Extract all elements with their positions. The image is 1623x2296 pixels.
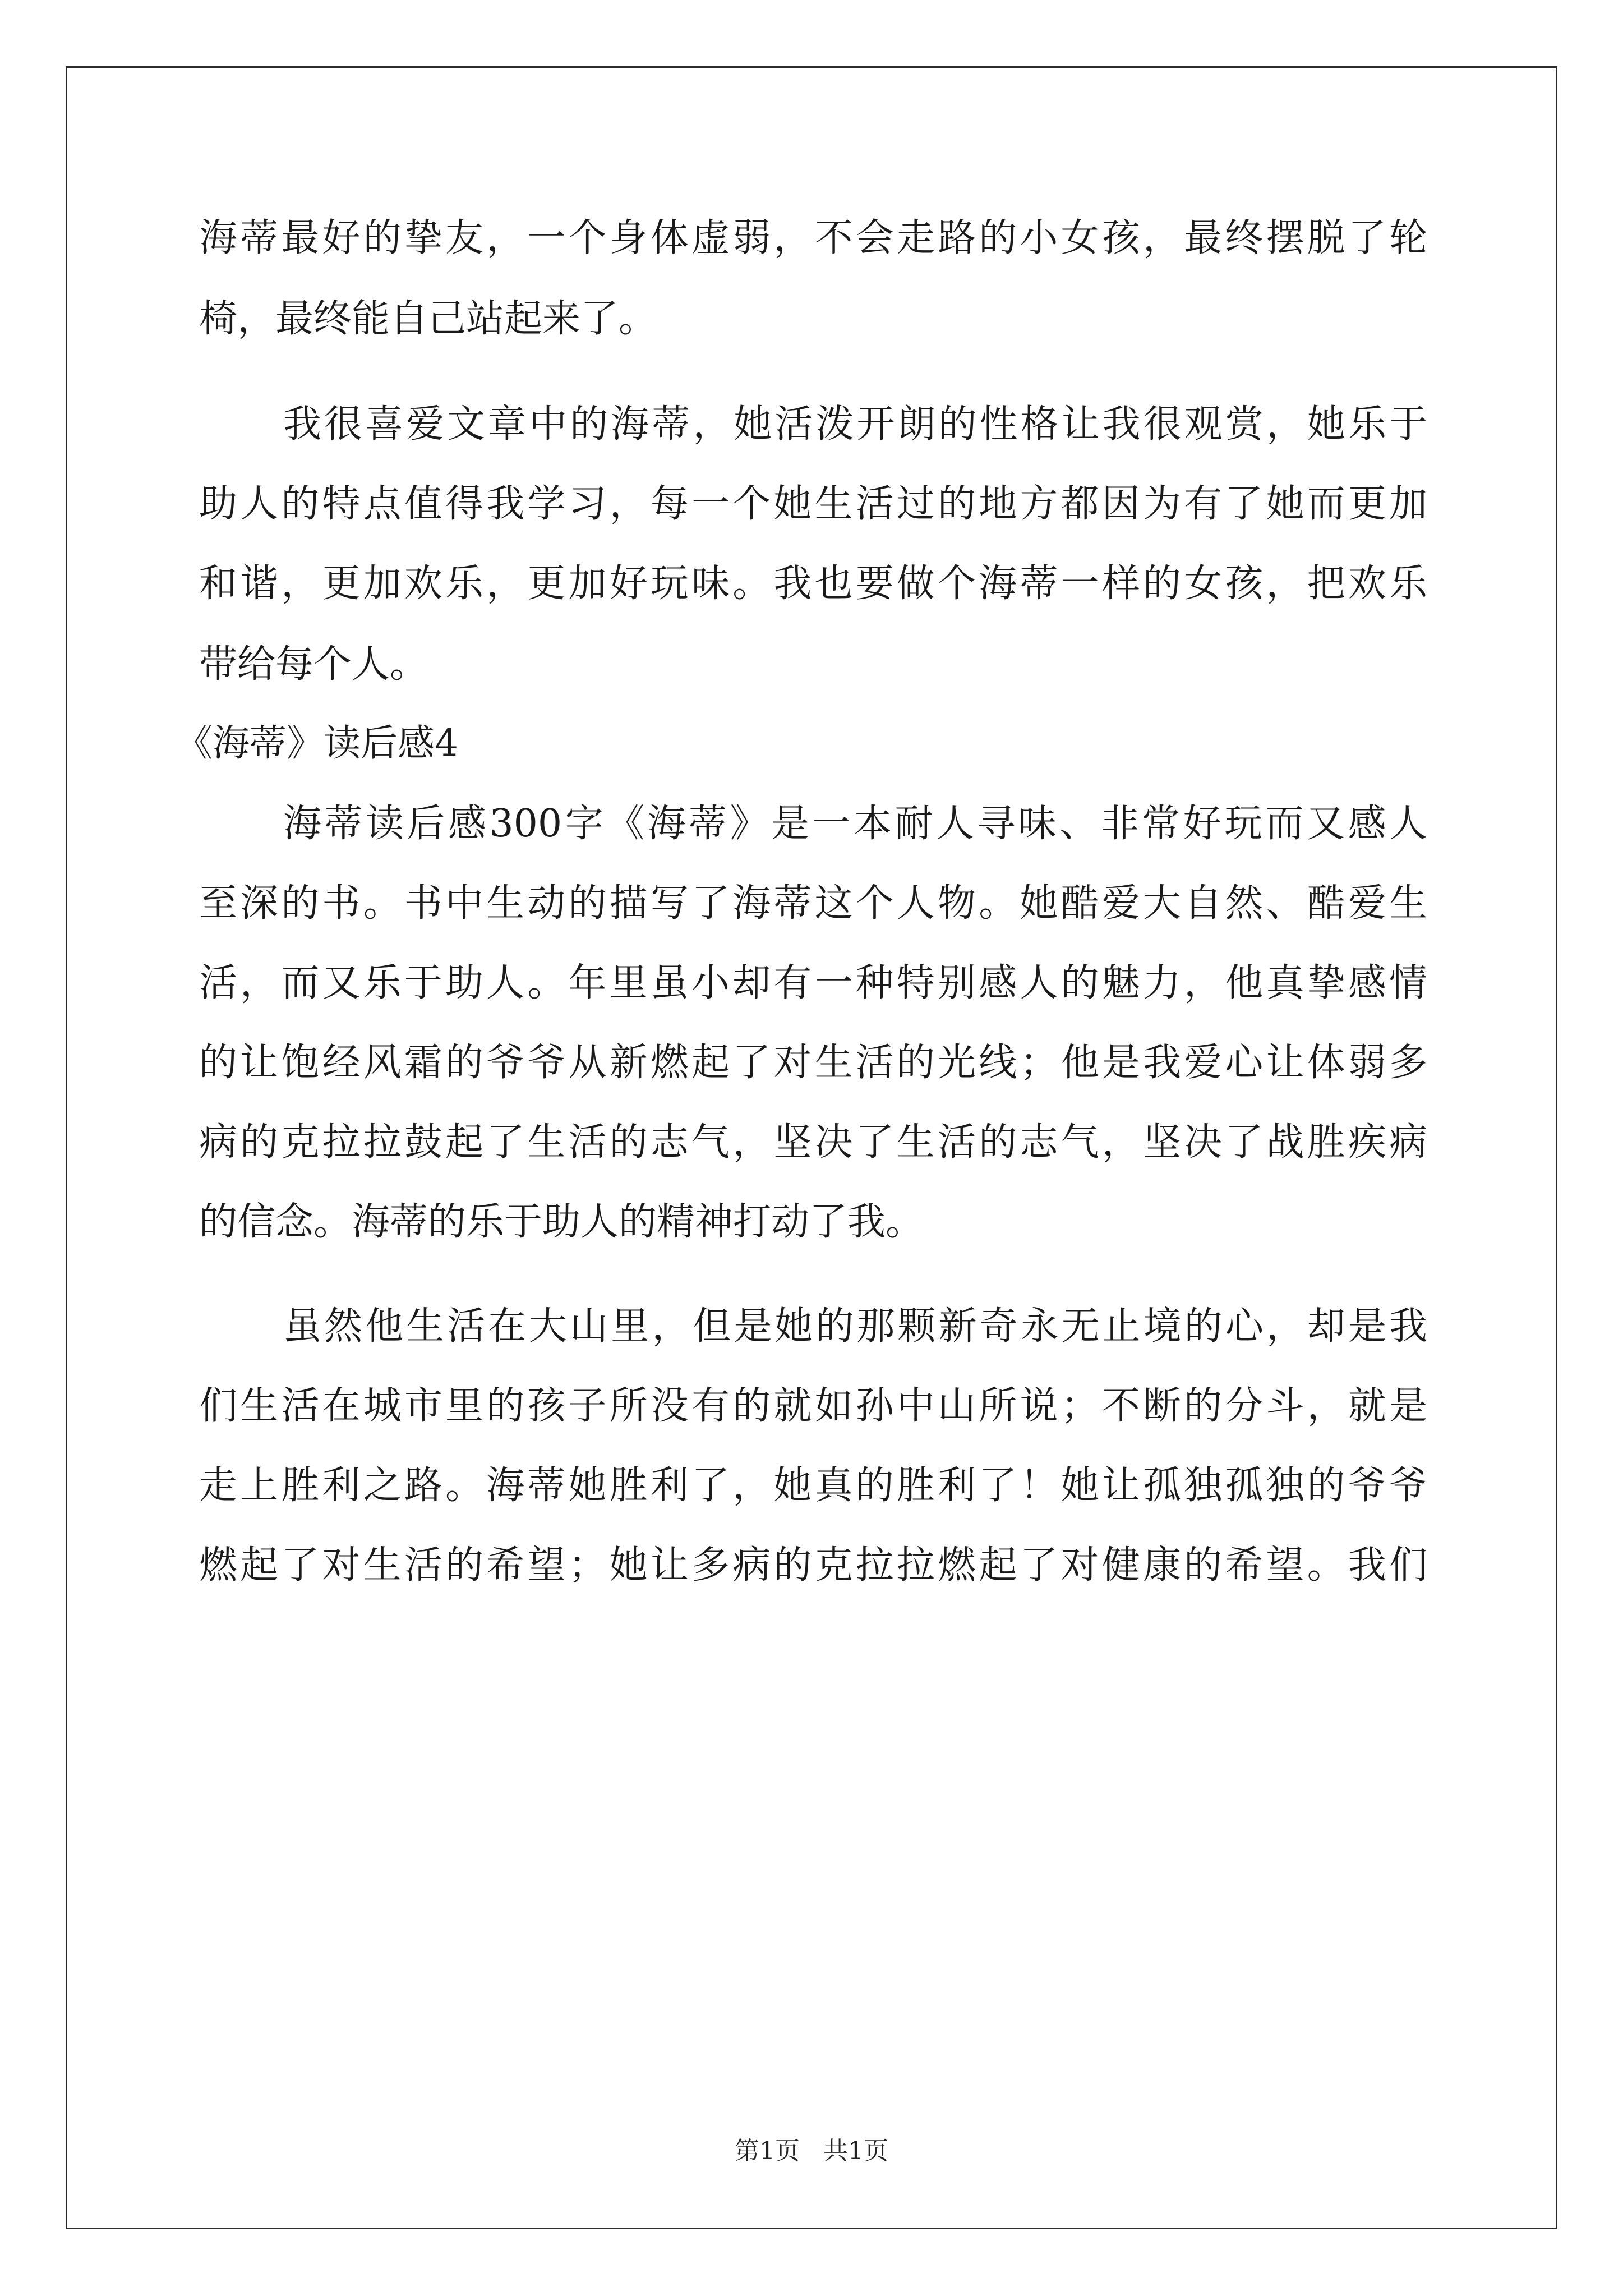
paragraph-line: 的让饱经风霜的爷爷从新燃起了对生活的光线；他是我爱心让体弱多 — [199, 1041, 1427, 1085]
paragraph-line: 燃起了对生活的希望；她让多病的克拉拉燃起了对健康的希望。我们 — [199, 1543, 1427, 1588]
paragraph-line: 活，而又乐于助人。年里虽小却有一种特别感人的魅力，他真挚感情 — [199, 961, 1427, 1005]
paragraph-line: 助人的特点值得我学习，每一个她生活过的地方都因为有了她而更加 — [199, 482, 1427, 526]
paragraph-line: 们生活在城市里的孩子所没有的就如孙中山所说；不断的分斗，就是 — [199, 1384, 1427, 1428]
paragraph-line: 椅，最终能自己站起来了。 — [199, 297, 657, 341]
paragraph-line: 海蒂读后感300字《海蒂》是一本耐人寻味、非常好玩而又感人 — [283, 802, 1427, 846]
paragraph-line: 带给每个人。 — [199, 642, 428, 687]
paragraph-line: 和谐，更加欢乐，更加好玩味。我也要做个海蒂一样的女孩，把欢乐 — [199, 562, 1427, 606]
paragraph-line: 病的克拉拉鼓起了生活的志气，坚决了生活的志气，坚决了战胜疾病 — [199, 1120, 1427, 1165]
paragraph-line: 至深的书。书中生动的描写了海蒂这个人物。她酷爱大自然、酷爱生 — [199, 881, 1427, 926]
paragraph-line: 虽然他生活在大山里，但是她的那颗新奇永无止境的心，却是我 — [283, 1304, 1427, 1349]
page-footer — [0, 2134, 1623, 2168]
paragraph-line: 海蒂最好的挚友，一个身体虚弱，不会走路的小女孩，最终摆脱了轮 — [199, 216, 1427, 260]
section-heading: 《海蒂》读后感4 — [176, 721, 458, 765]
paragraph-line: 走上胜利之路。海蒂她胜利了，她真的胜利了！她让孤独孤独的爷爷 — [199, 1464, 1427, 1508]
page-number: 第1页 — [735, 2137, 800, 2165]
paragraph-line: 的信念。海蒂的乐于助人的精神打动了我。 — [199, 1200, 924, 1244]
page-total: 共1页 — [823, 2137, 888, 2165]
paragraph-line: 我很喜爱文章中的海蒂，她活泼开朗的性格让我很观赏，她乐于 — [283, 402, 1427, 447]
